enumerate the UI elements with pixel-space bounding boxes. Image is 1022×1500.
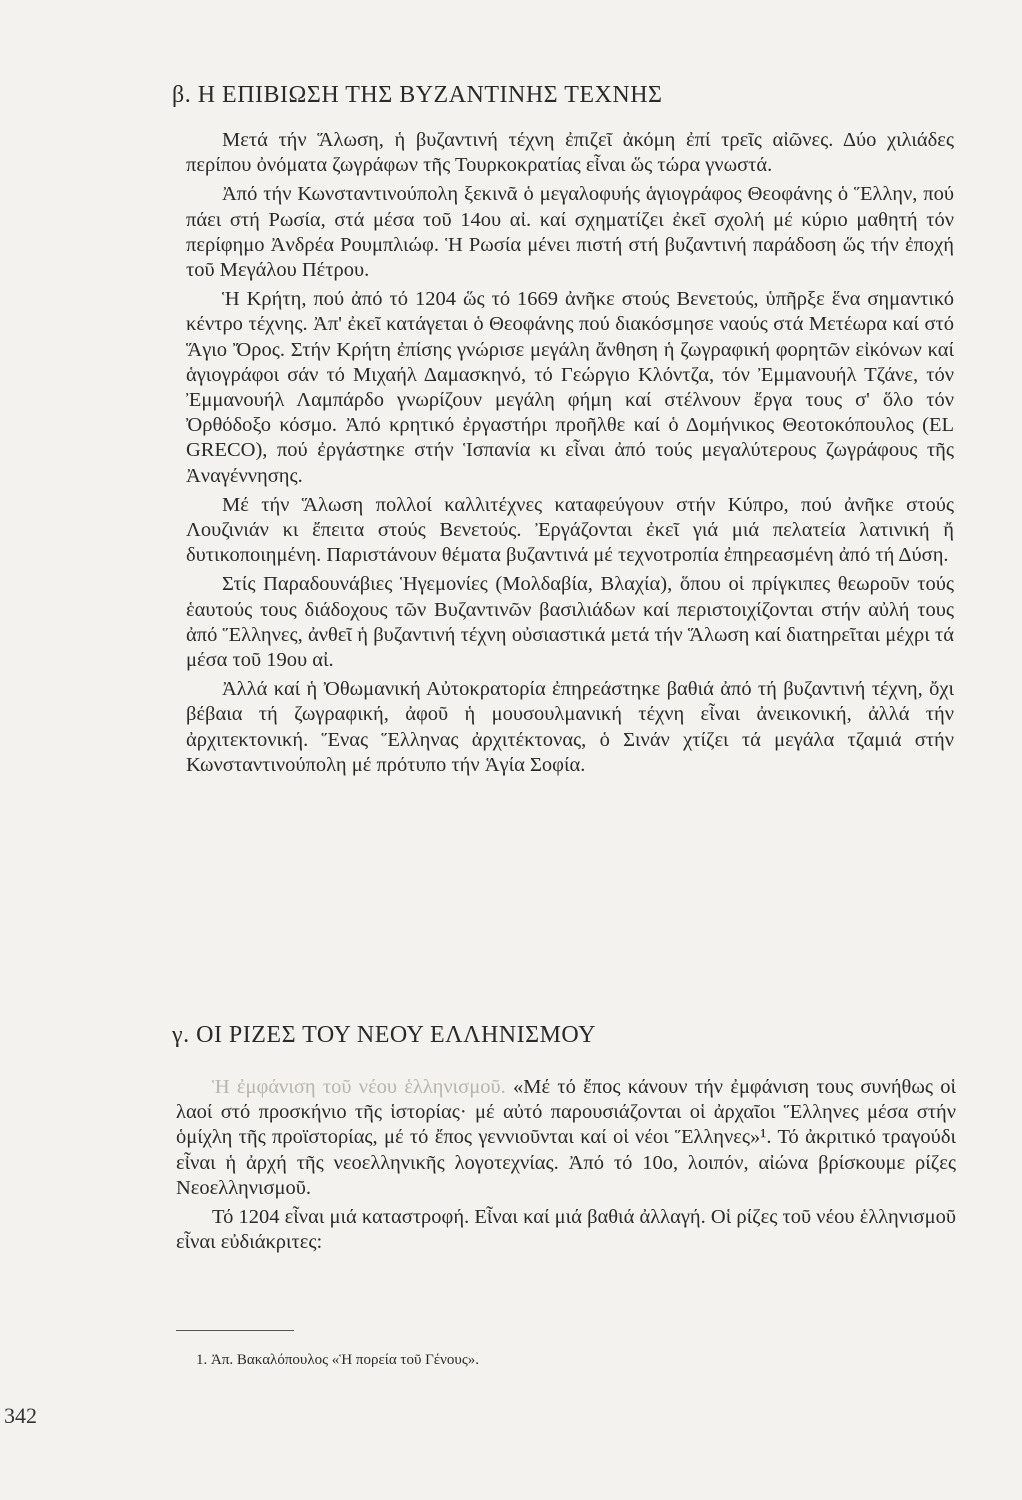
paragraph: Ἀπό τήν Κωνσταντινούπολη ξεκινᾶ ὁ μεγαλοφυής ἁγιογράφος Θεοφάνης ὁ Ἕλλην, πού πάει στή Ρωσία, στά μέσα τοῦ 14ου αἰ. καί σχηματίζει ἐκεῖ σχολή μέ κύριο μαθητή τόν περίφημο Ἀνδρέα Ρουμπλιώφ. Ἡ Ρωσία μένει πιστή στή βυζαντινή παράδοση ὥς τήν ἐποχή τοῦ Μεγάλου Πέτρου. xyxy=(186,183,954,282)
section-heading-b: β. Η ΕΠΙΒΙΩΣΗ ΤΗΣ ΒΥΖΑΝΤΙΝΗΣ ΤΕΧΝΗΣ xyxy=(172,82,663,108)
faded-lead-in: Ἡ ἐμφάνιση τοῦ νέου ἑλληνισμοῦ. xyxy=(212,1076,506,1098)
paragraph: Ἀλλά καί ἡ Ὀθωμανική Αὐτοκρατορία ἐπηρεάστηκε βαθιά ἀπό τή βυζαντινή τέχνη, ὄχι βέβαια τή ζωγραφική, ἀφοῦ ἡ μουσουλμανική τέχνη εἶναι ἀνεικονική, ἀλλά τήν ἀρχιτεκτονική. Ἕνας Ἕλληνας ἀρχιτέκτονας, ὁ Σινάν χτίζει τά μεγάλα τζαμιά στήν Κωνσταντινούπολη μέ πρότυπο τήν Ἁγία Σοφία. xyxy=(186,678,954,776)
paragraph xyxy=(176,1075,956,1201)
footnote-divider xyxy=(176,1330,294,1331)
paragraph-text: «Μέ τό ἔπος κάνουν τήν ἐμφάνιση τους συνήθως οἱ λαοί στό προσκήνιο τῆς ἱστορίας· μέ αὐτό παρουσιάζονται οἱ ἀρχαῖοι Ἕλληνες μέσα στήν ὁμίχλη τῆς προϊστορίας, μέ τό ἔπος γεννιοῦνται καί οἱ νέοι Ἕλληνες»¹. Τό ἀκριτικό τραγούδι εἶναι ἡ ἀρχή τῆς νεοελληνικῆς λογοτεχνίας. Ἀπό τό 10ο, λοιπόν, αἰώνα βρίσκουμε ρίζες Νεοελληνισμοῦ. xyxy=(176,1076,957,1199)
paragraph: Στίς Παραδουνάβιες Ἡγεμονίες (Μολδαβία, Βλαχία), ὅπου οἱ πρίγκιπες θεωροῦν τούς ἑαυτούς τους διάδοχους τῶν Βυζαντινῶν βασιλιάδων καί περιστοιχίζονται στήν αὐλή τους ἀπό Ἕλληνες, ἀνθεῖ ἡ βυζαντινή τέχνη οὐσιαστικά μετά τήν Ἅλωση καί διατηρεῖται μέχρι τά μέσα τοῦ 19ου αἰ. xyxy=(186,573,954,672)
paragraph: Ἡ Κρήτη, πού ἀπό τό 1204 ὥς τό 1669 ἀνῆκε στούς Βενετούς, ὑπῆρξε ἕνα σημαντικό κέντρο τέχνης. Ἀπ' ἐκεῖ κατάγεται ὁ Θεοφάνης πού διακόσμησε ναούς στά Μετέωρα καί στό Ἅγιο Ὄρος. Στήν Κρήτη ἐπίσης γνώρισε μεγάλη ἄνθηση ἡ ζωγραφική φορητῶν εἰκόνων καί ἁγιογράφοι σάν τό Μιχαήλ Δαμασκηνό, τό Γεώργιο Κλόντζα, τόν Ἐμμανουήλ Τζάνε, τόν Ἐμμανουήλ Λαμπάρδο γνωρίζουν μεγάλη φήμη καί στέλνουν ἔργα τους σ' ὅλο τόν Ὀρθόδοξο κόσμο. Ἀπό κρητικό ἐργαστήρι προῆλθε καί ὁ Δομήνικος Θεοτοκόπουλος (EL GRECO), πού ἐργάστηκε στήν Ἱσπανία κι εἶναι ἀπό τούς μεγαλύτερους ζωγράφους τῆς Ἀναγέννησης. xyxy=(186,288,954,487)
section-b-body xyxy=(186,128,954,782)
section-g-body xyxy=(176,1075,956,1259)
paragraph: Μέ τήν Ἅλωση πολλοί καλλιτέχνες καταφεύγουν στήν Κύπρο, πού ἀνῆκε στούς Λουζινιάν κι ἔπειτα στούς Βενετούς. Ἐργάζονται ἐκεῖ γιά μιά πελατεία λατινική ἤ δυτικοποιημένη. Παριστάνουν θέματα βυζαντινά μέ τεχνοτροπία ἐπηρεασμένη ἀπό τή Δύση. xyxy=(186,493,954,567)
paragraph: Μετά τήν Ἅλωση, ἡ βυζαντινή τέχνη ἐπιζεῖ ἀκόμη ἐπί τρεῖς αἰῶνες. Δύο χιλιάδες περίπου ὀνόματα ζωγράφων τῆς Τουρκοκρατίας εἶναι ὥς τώρα γνωστά. xyxy=(186,129,954,177)
paragraph: Τό 1204 εἶναι μιά καταστροφή. Εἶναι καί μιά βαθιά ἀλλαγή. Οἱ ρίζες τοῦ νέου ἑλληνισμοῦ εἶναι εὐδιάκριτες: xyxy=(176,1206,956,1254)
footnote: 1. Ἀπ. Βακαλόπουλος «Ἡ πορεία τοῦ Γένους». xyxy=(196,1352,480,1368)
page-number: 342 xyxy=(4,1403,37,1428)
section-heading-g: γ. ΟΙ ΡΙΖΕΣ ΤΟΥ ΝΕΟΥ ΕΛΛΗΝΙΣΜΟΥ xyxy=(172,1022,596,1048)
